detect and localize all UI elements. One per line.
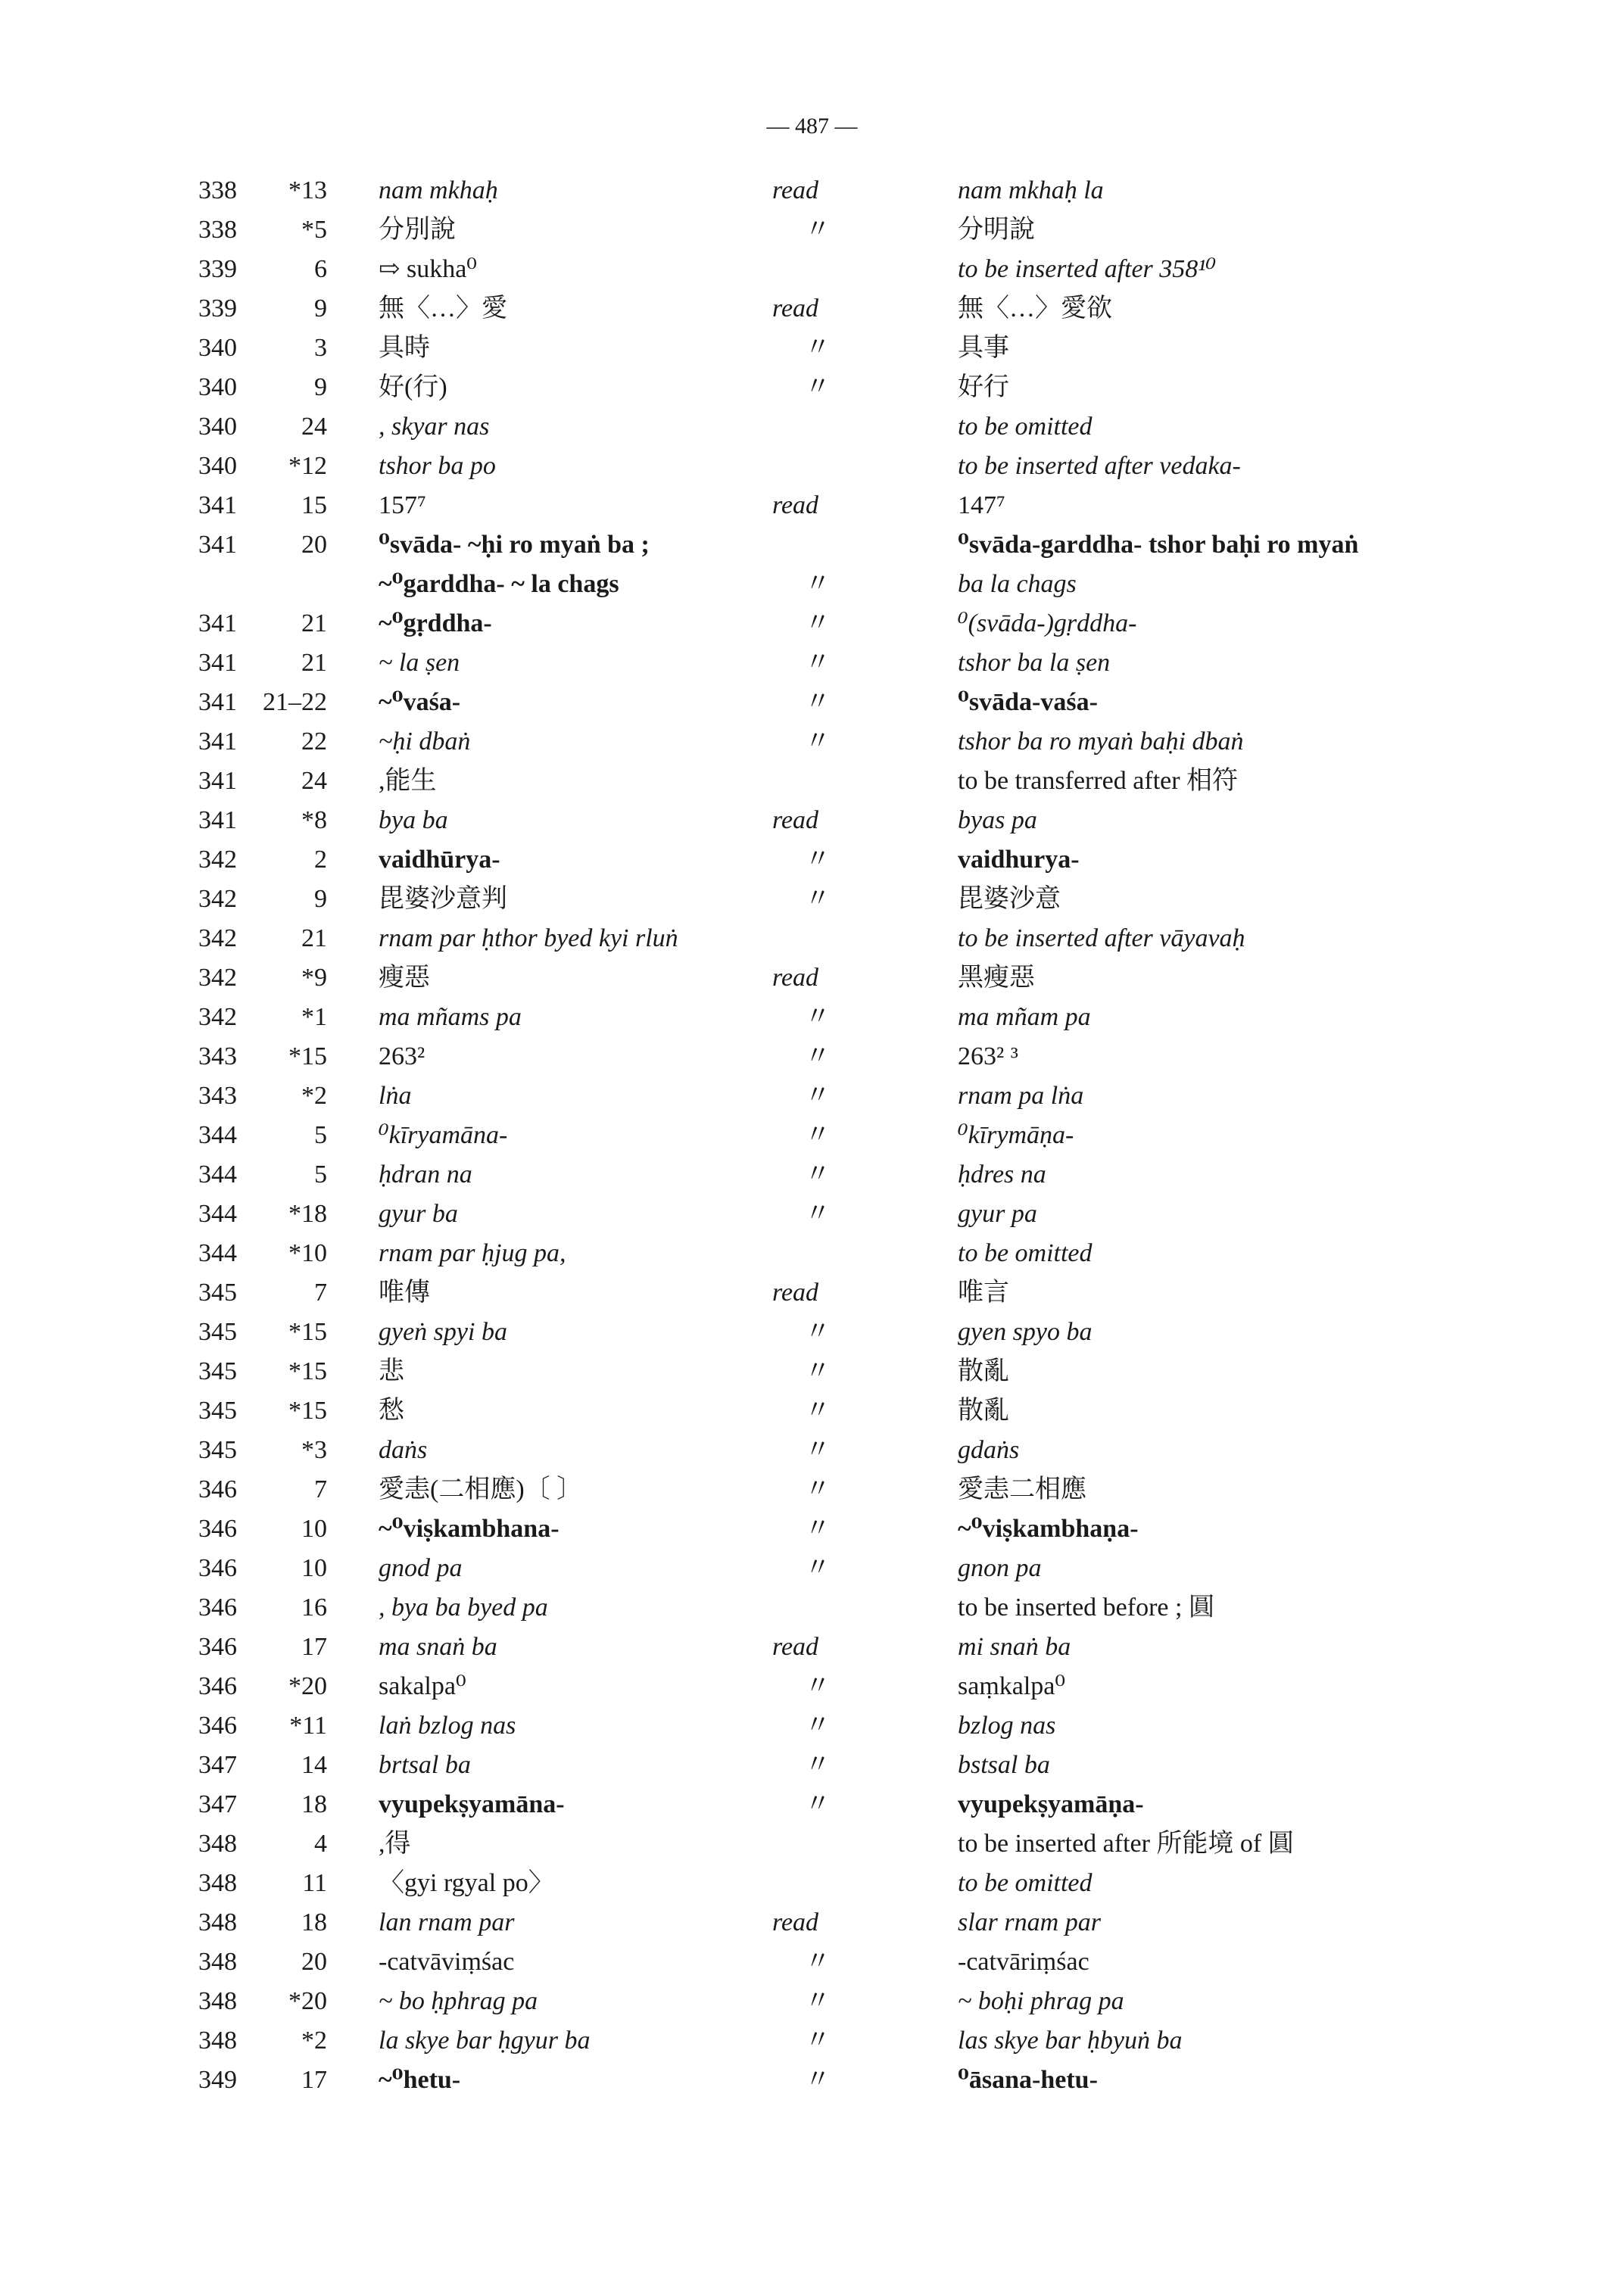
original-text: lṅa — [379, 1082, 412, 1110]
corrected-text: byas pa — [958, 806, 1037, 834]
page-ref: 341 — [198, 649, 237, 677]
table-row — [0, 604, 1624, 643]
errata-table — [0, 171, 1624, 2100]
table-row — [0, 1155, 1624, 1195]
page-ref: 341 — [198, 491, 237, 519]
corrected-text: rnam pa lṅa — [958, 1082, 1084, 1110]
original-text: ~⁰viṣkambhana- — [379, 1515, 560, 1543]
line-ref: 14 — [301, 1751, 327, 1779]
page-ref: 348 — [198, 1948, 237, 1976]
table-row — [0, 565, 1624, 604]
page-ref: 345 — [198, 1397, 237, 1425]
corrected-text: to be inserted after 358¹⁰ — [958, 255, 1217, 283]
original-text: ⁰svāda- ~ḥi ro myaṅ ba ; — [379, 531, 650, 559]
instruction: 〃 — [805, 373, 831, 401]
original-text: vaidhūrya- — [379, 846, 500, 874]
line-ref: *1 — [301, 1003, 327, 1031]
line-ref: *15 — [288, 1318, 327, 1346]
table-row — [0, 525, 1624, 565]
original-text: ~⁰garddha- ~ la chags — [379, 570, 619, 598]
line-ref: *15 — [288, 1357, 327, 1385]
table-row — [0, 407, 1624, 447]
original-text: 157⁷ — [379, 491, 426, 519]
corrected-text: 散亂 — [958, 1357, 1009, 1385]
page-ref: 342 — [198, 1003, 237, 1031]
line-ref: 11 — [302, 1869, 327, 1897]
corrected-text: 具事 — [958, 334, 1009, 362]
table-row — [0, 958, 1624, 998]
instruction: 〃 — [805, 1042, 831, 1070]
line-ref: 10 — [301, 1554, 327, 1582]
instruction: 〃 — [805, 688, 831, 716]
line-ref: *10 — [288, 1239, 327, 1267]
corrected-text: las skye bar ḥbyuṅ ba — [958, 2027, 1183, 2055]
table-row — [0, 447, 1624, 486]
original-text: brtsal ba — [379, 1751, 471, 1779]
line-ref: 17 — [301, 2066, 327, 2094]
instruction: 〃 — [805, 1790, 831, 1818]
page-ref: 338 — [198, 216, 237, 244]
line-ref: *5 — [301, 216, 327, 244]
page-ref: 346 — [198, 1672, 237, 1700]
corrected-text: tshor ba la ṣen — [958, 649, 1111, 677]
table-row — [0, 1470, 1624, 1509]
instruction: read — [772, 294, 819, 322]
corrected-text: bstsal ba — [958, 1751, 1050, 1779]
original-text: ⁰kīryamāna- — [379, 1121, 508, 1149]
table-row — [0, 250, 1624, 289]
page-ref: 344 — [198, 1239, 237, 1267]
table-row — [0, 1943, 1624, 1982]
corrected-text: to be omitted — [958, 1239, 1093, 1267]
page-ref: 348 — [198, 1869, 237, 1897]
line-ref: 4 — [314, 1830, 327, 1858]
line-ref: 18 — [301, 1790, 327, 1818]
line-ref: 10 — [301, 1515, 327, 1543]
line-ref: 9 — [314, 373, 327, 401]
original-text: ⇨ sukha⁰ — [379, 255, 477, 283]
line-ref: 2 — [314, 846, 327, 874]
original-text: tshor ba po — [379, 452, 496, 480]
line-ref: 21 — [301, 609, 327, 637]
line-ref: *12 — [288, 452, 327, 480]
page-ref: 345 — [198, 1436, 237, 1464]
table-row — [0, 486, 1624, 525]
page-ref: 341 — [198, 609, 237, 637]
corrected-text: to be inserted before ; 圓 — [958, 1594, 1214, 1622]
page-ref: 348 — [198, 1908, 237, 1936]
original-text: 瘦惡 — [379, 964, 430, 992]
table-row — [0, 210, 1624, 250]
page-ref: 339 — [198, 294, 237, 322]
instruction: read — [772, 964, 819, 992]
original-text: rnam par ḥjug pa, — [379, 1239, 566, 1267]
page-ref: 348 — [198, 2027, 237, 2055]
instruction: 〃 — [805, 1712, 831, 1740]
page-ref: 346 — [198, 1515, 237, 1543]
original-text: 具時 — [379, 334, 430, 362]
instruction: 〃 — [805, 1554, 831, 1582]
instruction: 〃 — [805, 2027, 831, 2055]
table-row — [0, 880, 1624, 919]
page-ref: 342 — [198, 885, 237, 913]
corrected-text: 唯言 — [958, 1279, 1009, 1307]
page-ref: 346 — [198, 1594, 237, 1622]
table-row — [0, 1509, 1624, 1549]
original-text: ~⁰gṛddha- — [379, 609, 492, 637]
page-ref: 348 — [198, 1830, 237, 1858]
instruction: 〃 — [805, 570, 831, 598]
instruction: 〃 — [805, 1436, 831, 1464]
line-ref: *13 — [288, 176, 327, 204]
page-ref: 341 — [198, 688, 237, 716]
original-text: gyur ba — [379, 1200, 458, 1228]
page-ref: 338 — [198, 176, 237, 204]
instruction: read — [772, 1279, 819, 1307]
table-row — [0, 1116, 1624, 1155]
instruction: 〃 — [805, 609, 831, 637]
corrected-text: 黑瘦惡 — [958, 964, 1035, 992]
original-text: lan rnam par — [379, 1908, 515, 1936]
instruction: 〃 — [805, 1672, 831, 1700]
instruction: 〃 — [805, 1082, 831, 1110]
corrected-text: ⁰(svāda-)gṛddha- — [958, 609, 1137, 637]
original-text: bya ba — [379, 806, 448, 834]
line-ref: 18 — [301, 1908, 327, 1936]
table-row — [0, 1195, 1624, 1234]
table-row — [0, 1785, 1624, 1824]
instruction: 〃 — [805, 649, 831, 677]
table-row — [0, 1352, 1624, 1391]
corrected-text: 分明說 — [958, 216, 1035, 244]
original-text: 唯傳 — [379, 1279, 430, 1307]
line-ref: *2 — [301, 1082, 327, 1110]
page-ref: 344 — [198, 1121, 237, 1149]
corrected-text: ma mñam pa — [958, 1003, 1091, 1031]
table-row — [0, 762, 1624, 801]
table-row — [0, 1234, 1624, 1273]
table-row — [0, 683, 1624, 722]
line-ref: 24 — [301, 413, 327, 441]
original-text: 好(行) — [379, 373, 447, 401]
line-ref: 5 — [314, 1121, 327, 1149]
corrected-text: to be omitted — [958, 413, 1093, 441]
corrected-text: saṃkalpa⁰ — [958, 1672, 1066, 1700]
line-ref: 17 — [301, 1633, 327, 1661]
instruction: 〃 — [805, 1200, 831, 1228]
instruction: 〃 — [805, 334, 831, 362]
corrected-text: to be transferred after 相符 — [958, 767, 1239, 795]
original-text: , skyar nas — [379, 413, 490, 441]
original-text: vyupekṣyamāna- — [379, 1790, 565, 1818]
corrected-text: 毘婆沙意 — [958, 885, 1061, 913]
corrected-text: 散亂 — [958, 1397, 1009, 1425]
original-text: sakalpa⁰ — [379, 1672, 466, 1700]
corrected-text: vyupekṣyamāṇa- — [958, 1790, 1144, 1818]
page-ref: 349 — [198, 2066, 237, 2094]
corrected-text: ⁰svāda-garddha- tshor baḥi ro myaṅ — [958, 531, 1359, 559]
line-ref: *18 — [288, 1200, 327, 1228]
page-ref: 341 — [198, 531, 237, 559]
instruction: 〃 — [805, 2066, 831, 2094]
corrected-text: ba la chags — [958, 570, 1077, 598]
table-row — [0, 1273, 1624, 1313]
corrected-text: ⁰āsana-hetu- — [958, 2066, 1098, 2094]
page-ref: 343 — [198, 1042, 237, 1070]
table-row — [0, 1667, 1624, 1706]
page-ref: 344 — [198, 1200, 237, 1228]
corrected-text: vaidhurya- — [958, 846, 1080, 874]
original-text: 愛恚(二相應)〔 〕 — [379, 1475, 583, 1503]
instruction: 〃 — [805, 1397, 831, 1425]
original-text: , bya ba byed pa — [379, 1594, 548, 1622]
line-ref: 3 — [314, 334, 327, 362]
instruction: read — [772, 806, 819, 834]
line-ref: *8 — [301, 806, 327, 834]
page-ref: 341 — [198, 806, 237, 834]
original-text: 愁 — [379, 1397, 404, 1425]
corrected-text: to be omitted — [958, 1869, 1093, 1897]
table-row — [0, 998, 1624, 1037]
line-ref: *20 — [288, 1672, 327, 1700]
table-row — [0, 643, 1624, 683]
instruction: 〃 — [805, 1357, 831, 1385]
corrected-text: ⁰kīrymāṇa- — [958, 1121, 1074, 1149]
table-row — [0, 1746, 1624, 1785]
table-row — [0, 1391, 1624, 1431]
instruction: 〃 — [805, 216, 831, 244]
original-text: laṅ bzlog nas — [379, 1712, 516, 1740]
instruction: 〃 — [805, 885, 831, 913]
original-text: -catvāviṃśac — [379, 1948, 515, 1976]
page-ref: 339 — [198, 255, 237, 283]
page-ref: 344 — [198, 1161, 237, 1189]
page-ref: 346 — [198, 1633, 237, 1661]
original-text: ma mñams pa — [379, 1003, 522, 1031]
instruction: 〃 — [805, 1987, 831, 2015]
line-ref: 16 — [301, 1594, 327, 1622]
page-ref: 345 — [198, 1357, 237, 1385]
table-row — [0, 1824, 1624, 1864]
line-ref: 22 — [301, 727, 327, 756]
page-ref: 340 — [198, 334, 237, 362]
instruction: 〃 — [805, 1161, 831, 1189]
table-row — [0, 1628, 1624, 1667]
page-ref: 345 — [198, 1318, 237, 1346]
page-ref: 348 — [198, 1987, 237, 2015]
table-row — [0, 722, 1624, 762]
original-text: nam mkhaḥ — [379, 176, 498, 204]
page-ref: 342 — [198, 846, 237, 874]
line-ref: *15 — [288, 1397, 327, 1425]
page-ref: 342 — [198, 964, 237, 992]
original-text: la skye bar ḥgyur ba — [379, 2027, 591, 2055]
page-ref: 340 — [198, 413, 237, 441]
table-row — [0, 1076, 1624, 1116]
original-text: ~ la ṣen — [379, 649, 460, 677]
table-row — [0, 1431, 1624, 1470]
table-row — [0, 329, 1624, 368]
original-text: ~⁰hetu- — [379, 2066, 461, 2094]
page-ref: 340 — [198, 373, 237, 401]
page-ref: 346 — [198, 1554, 237, 1582]
line-ref: 20 — [301, 531, 327, 559]
line-ref: 7 — [314, 1475, 327, 1503]
line-ref: 5 — [314, 1161, 327, 1189]
instruction: 〃 — [805, 1121, 831, 1149]
original-text: 分別說 — [379, 216, 456, 244]
line-ref: *20 — [288, 1987, 327, 2015]
original-text: ~⁰vaśa- — [379, 688, 461, 716]
corrected-text: gyur pa — [958, 1200, 1037, 1228]
line-ref: 20 — [301, 1948, 327, 1976]
page-ref: 341 — [198, 727, 237, 756]
line-ref: *2 — [301, 2027, 327, 2055]
page-ref: 341 — [198, 767, 237, 795]
corrected-text: mi snaṅ ba — [958, 1633, 1071, 1661]
line-ref: 21 — [301, 924, 327, 952]
page-ref: 340 — [198, 452, 237, 480]
corrected-text: ḥdres na — [958, 1161, 1046, 1189]
original-text: rnam par ḥthor byed kyi rluṅ — [379, 924, 678, 952]
corrected-text: 無〈…〉愛欲 — [958, 294, 1112, 322]
table-row — [0, 1588, 1624, 1628]
page-ref: 347 — [198, 1790, 237, 1818]
original-text: ~ bo ḥphrag pa — [379, 1987, 538, 2015]
corrected-text: to be inserted after vedaka- — [958, 452, 1241, 480]
original-text: gyeṅ spyi ba — [379, 1318, 507, 1346]
original-text: daṅs — [379, 1436, 428, 1464]
line-ref: *15 — [288, 1042, 327, 1070]
table-row — [0, 1864, 1624, 1903]
table-row — [0, 801, 1624, 840]
corrected-text: gdaṅs — [958, 1436, 1020, 1464]
table-row — [0, 171, 1624, 210]
line-ref: 9 — [314, 885, 327, 913]
corrected-text: ~ boḥi phrag pa — [958, 1987, 1124, 2015]
page-ref: 342 — [198, 924, 237, 952]
line-ref: *3 — [301, 1436, 327, 1464]
corrected-text: bzlog nas — [958, 1712, 1056, 1740]
corrected-text: 好行 — [958, 373, 1009, 401]
corrected-text: nam mkhaḥ la — [958, 176, 1104, 204]
instruction: 〃 — [805, 1515, 831, 1543]
line-ref: *9 — [301, 964, 327, 992]
corrected-text: to be inserted after 所能境 of 圓 — [958, 1830, 1294, 1858]
corrected-text: gnon pa — [958, 1554, 1042, 1582]
instruction: 〃 — [805, 1318, 831, 1346]
instruction: 〃 — [805, 1475, 831, 1503]
corrected-text: slar rnam par — [958, 1908, 1101, 1936]
page-number: — 487 — — [766, 114, 858, 139]
corrected-text: gyen spyo ba — [958, 1318, 1093, 1346]
line-ref: 6 — [314, 255, 327, 283]
table-row — [0, 368, 1624, 407]
instruction: 〃 — [805, 846, 831, 874]
corrected-text: ~⁰viṣkambhaṇa- — [958, 1515, 1139, 1543]
page-ref: 347 — [198, 1751, 237, 1779]
original-text: ,得 — [379, 1830, 411, 1858]
table-row — [0, 1549, 1624, 1588]
instruction: read — [772, 1633, 819, 1661]
table-row — [0, 840, 1624, 880]
line-ref: *11 — [289, 1712, 327, 1740]
table-row — [0, 2061, 1624, 2100]
table-row — [0, 1706, 1624, 1746]
corrected-text: 147⁷ — [958, 491, 1005, 519]
table-row — [0, 919, 1624, 958]
page-ref: 346 — [198, 1475, 237, 1503]
corrected-text: ⁰svāda-vaśa- — [958, 688, 1098, 716]
corrected-text: to be inserted after vāyavaḥ — [958, 924, 1245, 952]
instruction: read — [772, 176, 819, 204]
instruction: 〃 — [805, 727, 831, 756]
line-ref: 7 — [314, 1279, 327, 1307]
instruction: 〃 — [805, 1751, 831, 1779]
line-ref: 15 — [301, 491, 327, 519]
original-text: ,能生 — [379, 767, 437, 795]
table-row — [0, 1982, 1624, 2021]
page-ref: 346 — [198, 1712, 237, 1740]
page-ref: 345 — [198, 1279, 237, 1307]
page-ref: 343 — [198, 1082, 237, 1110]
table-row — [0, 1903, 1624, 1943]
table-row — [0, 1313, 1624, 1352]
corrected-text: tshor ba ro myaṅ baḥi dbaṅ — [958, 727, 1244, 756]
instruction: 〃 — [805, 1948, 831, 1976]
corrected-text: 愛恚二相應 — [958, 1475, 1086, 1503]
line-ref: 9 — [314, 294, 327, 322]
original-text: 263² — [379, 1042, 425, 1070]
original-text: 悲 — [379, 1357, 404, 1385]
instruction: read — [772, 1908, 819, 1936]
original-text: ḥdran na — [379, 1161, 472, 1189]
original-text: 〈gyi rgyal po〉 — [379, 1869, 554, 1897]
original-text: 無〈…〉愛 — [379, 294, 507, 322]
original-text: 毘婆沙意判 — [379, 885, 507, 913]
line-ref: 24 — [301, 767, 327, 795]
instruction: 〃 — [805, 1003, 831, 1031]
original-text: ma snaṅ ba — [379, 1633, 497, 1661]
line-ref: 21–22 — [263, 688, 327, 716]
line-ref: 21 — [301, 649, 327, 677]
table-row — [0, 2021, 1624, 2061]
corrected-text: 263² ³ — [958, 1042, 1018, 1070]
original-text: ~ḥi dbaṅ — [379, 727, 471, 756]
original-text: gnod pa — [379, 1554, 463, 1582]
corrected-text: -catvāriṃśac — [958, 1948, 1089, 1976]
table-row — [0, 1037, 1624, 1076]
table-row — [0, 289, 1624, 329]
instruction: read — [772, 491, 819, 519]
